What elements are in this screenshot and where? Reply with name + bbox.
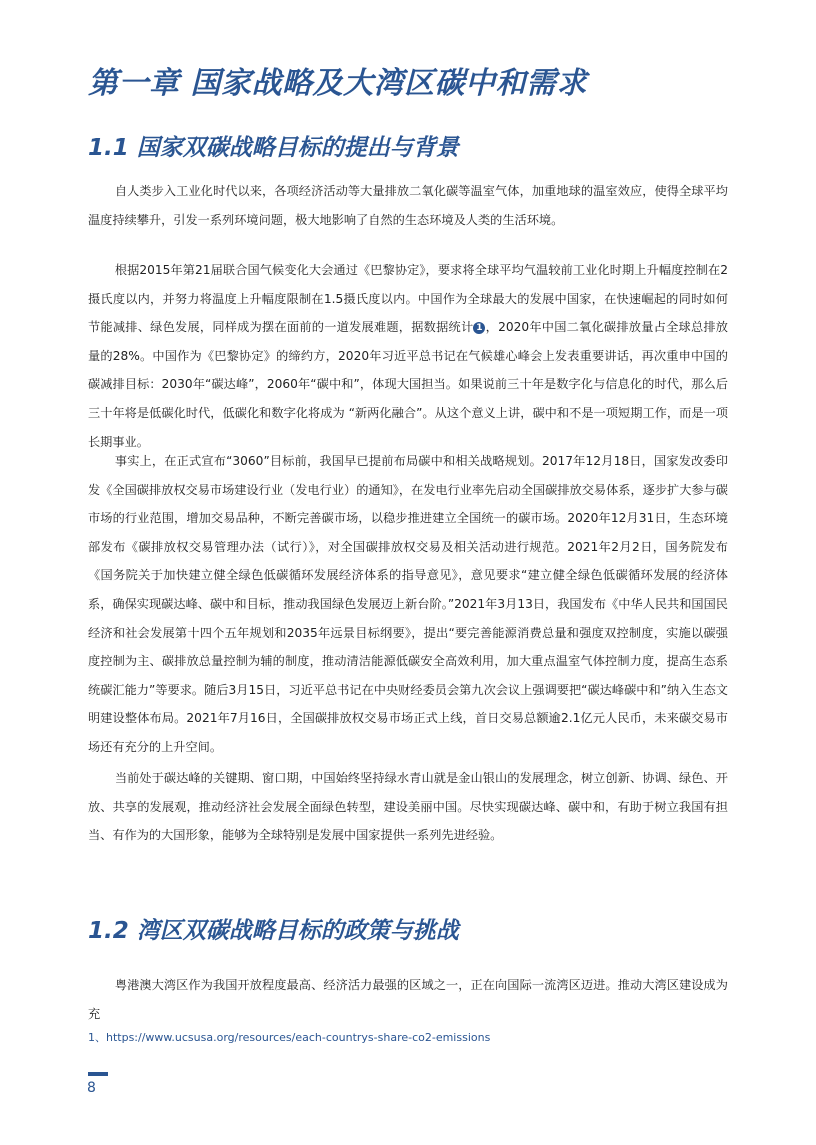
paragraph-text: 根据2015年第21届联合国气候变化大会通过《巴黎协定》，要求将全球平均气温较前工业化时期上升幅度控制在2摄氏度以内，并努力将温度上升幅度限制在1.5摄氏度以内。中国作为全球最大的发展中国家，在快速崛起的同时如何节能减排、绿色发展，同样成为摆在面前的一道发展难题，据数据统计 <box>88 263 728 335</box>
chapter-title: 第一章 国家战略及大湾区碳中和需求 <box>88 66 587 101</box>
section-heading-1-1: 1.1 国家双碳战略目标的提出与背景 <box>88 135 459 161</box>
section-heading-1-2: 1.2 湾区双碳战略目标的政策与挑战 <box>88 918 459 944</box>
page-number-bar <box>88 1072 108 1076</box>
paragraph-text: ，2020年中国二氧化碳排放量占全球总排放量的28%。中国作为《巴黎协定》的缔约方，2020年习近平总书记在气候雄心峰会上发表重要讲话，再次重申中国的碳减排目标：2030年“碳达峰”，2060年“碳中和”，体现大国担当。如果说前三十年是数字化与信息化的时代，那么后三十年将是低碳化时代，低碳化和数字化将成为 “新两化融合”。从这个意义上讲，碳中和不是一项短期工作，而是一项长期事业。 <box>88 320 728 449</box>
paragraph: 自人类步入工业化时代以来，各项经济活动等大量排放二氧化碳等温室气体，加重地球的温室效应，使得全球平均温度持续攀升，引发一系列环境问题，极大地影响了自然的生态环境及人类的生活环境。 <box>88 184 728 227</box>
footnote: 1、https://www.ucsusa.org/resources/each-countrys-share-co2-emissions <box>88 1031 491 1044</box>
paragraph <box>88 256 728 456</box>
footnote-marker[interactable]: 1 <box>473 322 485 334</box>
paragraph: 粤港澳大湾区作为我国开放程度最高、经济活力最强的区域之一，正在向国际一流湾区迈进。推动大湾区建设成为充 <box>88 978 728 1021</box>
page-number: 8 <box>87 1080 96 1096</box>
paragraph: 当前处于碳达峰的关键期、窗口期，中国始终坚持绿水青山就是金山银山的发展理念，树立创新、协调、绿色、开放、共享的发展观，推动经济社会发展全面绿色转型，建设美丽中国。尽快实现碳达峰、碳中和，有助于树立我国有担当、有作为的大国形象，能够为全球特别是发展中国家提供一系列先进经验。 <box>88 771 728 843</box>
paragraph: 事实上，在正式宣布“3060”目标前，我国早已提前布局碳中和相关战略规划。2017年12月18日，国家发改委印发《全国碳排放权交易市场建设行业（发电行业）的通知》，在发电行业率先启动全国碳排放交易体系，逐步扩大参与碳市场的行业范围，增加交易品种，不断完善碳市场，以稳步推进建立全国统一的碳市场。2020年12月31日，生态环境部发布《碳排放权交易管理办法（试行）》，对全国碳排放权交易及相关活动进行规范。2021年2月2日，国务院发布《国务院关于加快建立健全绿色低碳循环发展经济体系的指导意见》，意见要求“建立健全绿色低碳循环发展的经济体系，确保实现碳达峰、碳中和目标，推动我国绿色发展迈上新台阶。”2021年3月13日，我国发布《中华人民共和国国民经济和社会发展第十四个五年规划和2035年远景目标纲要》，提出“要完善能源消费总量和强度双控制度，实施以碳强度控制为主、碳排放总量控制为辅的制度，推动清洁能源低碳安全高效利用，加大重点温室气体控制力度，提高生态系统碳汇能力”等要求。随后3月15日，习近平总书记在中央财经委员会第九次会议上强调要把“碳达峰碳中和”纳入生态文明建设整体布局。2021年7月16日，全国碳排放权交易市场正式上线，首日交易总额逾2.1亿元人民币，未来碳交易市场还有充分的上升空间。 <box>88 454 728 754</box>
